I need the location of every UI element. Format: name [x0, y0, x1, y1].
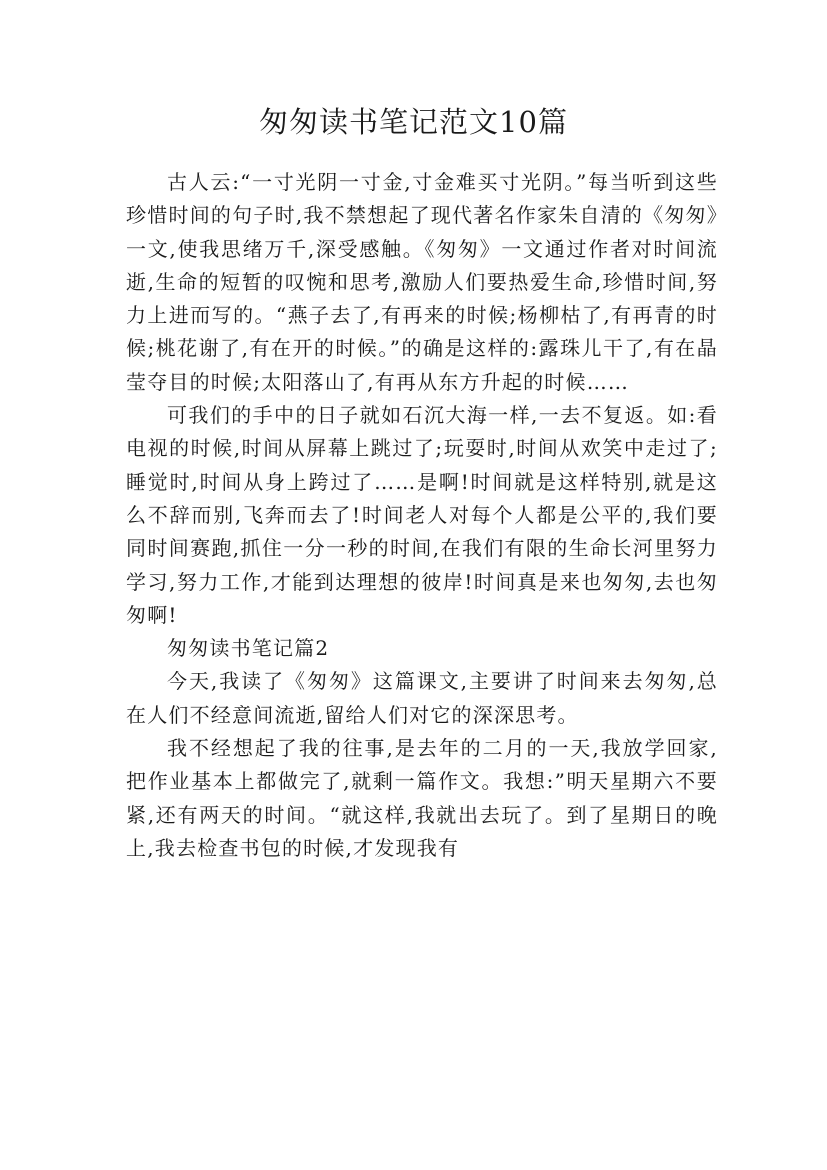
document-body	[126, 166, 718, 865]
section-paragraph-2: 我不经想起了我的往事,是去年的二月的一天,我放学回家,把作业基本上都做完了,就剩一篇作文。我想:”明天星期六不要紧,还有两天的时间。“就这样,我就出去玩了。到了星期日的晚上,我去检查书包的时候,才发现我有	[126, 736, 718, 860]
paragraph-2: 可我们的手中的日子就如石沉大海一样,一去不复返。如:看电视的时候,时间从屏幕上跳过了;玩耍时,时间从欢笑中走过了;睡觉时,时间从身上跨过了……是啊!时间就是这样特别,就是这么不辞而别,飞奔而去了!时间老人对每个人都是公平的,我们要同时间赛跑,抓住一分一秒的时间,在我们有限的生命长河里努力学习,努力工作,才能到达理想的彼岸!时间真是来也匆匆,去也匆匆啊!	[126, 403, 718, 627]
document-title: 匆匆读书笔记范文10篇	[259, 105, 568, 139]
paragraph-1: 古人云:“一寸光阴一寸金,寸金难买寸光阴。”每当听到这些珍惜时间的句子时,我不禁想起了现代著名作家朱自清的《匆匆》一文,使我思绪万千,深受感触。《匆匆》一文通过作者对时间流逝,生命的短暂的叹惋和思考,激励人们要热爱生命,珍惜时间,努力上进而写的。“燕子去了,有再来的时候;杨柳枯了,有再青的时候;桃花谢了,有在开的时候。”的确是这样的:露珠儿干了,有在晶莹夺目的时候;太阳落山了,有再从东方升起的时候……	[126, 170, 718, 394]
section-paragraph-1: 今天,我读了《匆匆》这篇课文,主要讲了时间来去匆匆,总在人们不经意间流逝,留给人们对它的深深思考。	[126, 669, 718, 727]
section-heading: 匆匆读书笔记篇2	[167, 636, 330, 661]
